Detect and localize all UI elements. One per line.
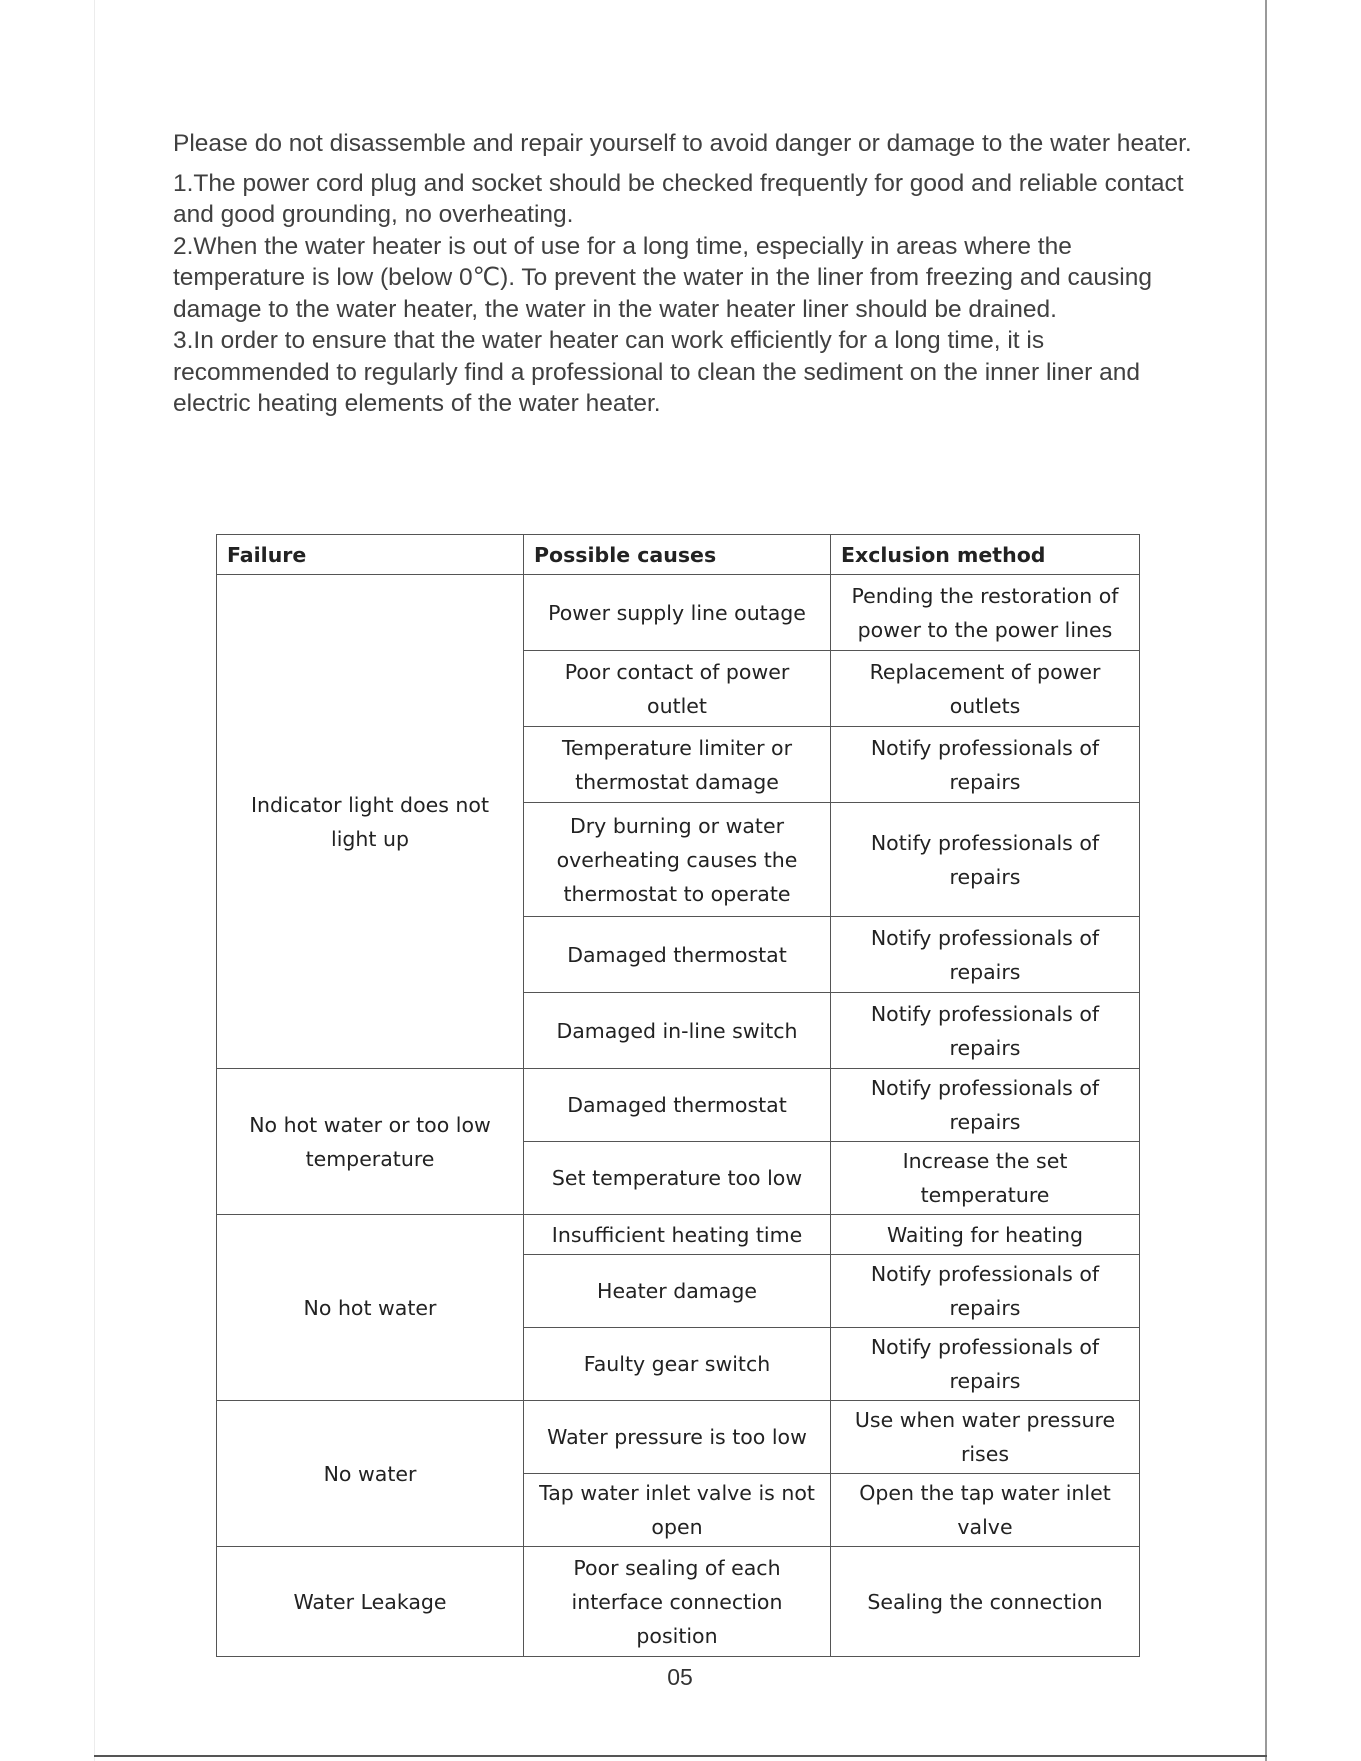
maintenance-notes <box>173 128 1193 420</box>
cause-cell: Poor contact of power outlet <box>524 651 831 727</box>
cause-cell: Power supply line outage <box>524 575 831 651</box>
cause-cell: Poor sealing of each interface connection position <box>524 1547 831 1657</box>
cause-cell: Heater damage <box>524 1255 831 1328</box>
header-possible-causes: Possible causes <box>524 535 831 575</box>
note-item-1: 1.The power cord plug and socket should be checked frequently for good and reliable contact and good grounding, no overheating. <box>173 169 1184 228</box>
cause-cell: Temperature limiter or thermostat damage <box>524 727 831 803</box>
method-cell: Increase the set temperature <box>831 1142 1140 1215</box>
method-cell: Waiting for heating <box>831 1215 1140 1255</box>
table-row <box>217 1401 1140 1474</box>
table-row <box>217 575 1140 651</box>
method-cell: Notify professionals of repairs <box>831 803 1140 917</box>
table-row <box>217 1069 1140 1142</box>
troubleshooting-table <box>216 534 1140 1657</box>
cause-cell: Damaged thermostat <box>524 917 831 993</box>
failure-cell: Indicator light does not light up <box>217 575 524 1069</box>
method-cell: Pending the restoration of power to the power lines <box>831 575 1140 651</box>
failure-cell: No water <box>217 1401 524 1547</box>
cause-cell: Insufficient heating time <box>524 1215 831 1255</box>
cause-cell: Damaged in-line switch <box>524 993 831 1069</box>
failure-cell: No hot water <box>217 1215 524 1401</box>
method-cell: Notify professionals of repairs <box>831 917 1140 993</box>
cause-cell: Tap water inlet valve is not open <box>524 1474 831 1547</box>
note-item-2: 2.When the water heater is out of use for a long time, especially in areas where the temperature is low (below 0℃). To prevent the water in the liner from freezing and causing damage to the water heater, the water in the water heater liner should be drained. <box>173 232 1152 323</box>
table-row <box>217 1547 1140 1657</box>
method-cell: Notify professionals of repairs <box>831 1069 1140 1142</box>
header-exclusion-method: Exclusion method <box>831 535 1140 575</box>
method-cell: Notify professionals of repairs <box>831 1255 1140 1328</box>
method-cell: Notify professionals of repairs <box>831 727 1140 803</box>
cause-cell: Dry burning or water overheating causes the thermostat to operate <box>524 803 831 917</box>
page-left-edge <box>94 0 95 1761</box>
method-cell: Use when water pressure rises <box>831 1401 1140 1474</box>
method-cell: Replacement of power outlets <box>831 651 1140 727</box>
method-cell: Open the tap water inlet valve <box>831 1474 1140 1547</box>
page-bottom-edge <box>94 1755 1267 1757</box>
table-row <box>217 1215 1140 1255</box>
table-header-row <box>217 535 1140 575</box>
cause-cell: Faulty gear switch <box>524 1328 831 1401</box>
page-right-edge <box>1265 0 1267 1761</box>
warning-text: Please do not disassemble and repair yourself to avoid danger or damage to the water heater. <box>173 130 1192 157</box>
note-item-3: 3.In order to ensure that the water heater can work efficiently for a long time, it is recommended to regularly find a professional to clean the sediment on the inner liner and electric heating elements of the water heater. <box>173 327 1140 417</box>
page-number: 05 <box>667 1664 693 1690</box>
cause-cell: Water pressure is too low <box>524 1401 831 1474</box>
method-cell: Notify professionals of repairs <box>831 1328 1140 1401</box>
cause-cell: Damaged thermostat <box>524 1069 831 1142</box>
method-cell: Sealing the connection <box>831 1547 1140 1657</box>
cause-cell: Set temperature too low <box>524 1142 831 1215</box>
failure-cell: Water Leakage <box>217 1547 524 1657</box>
method-cell: Notify professionals of repairs <box>831 993 1140 1069</box>
failure-cell: No hot water or too low temperature <box>217 1069 524 1215</box>
header-failure: Failure <box>217 535 524 575</box>
